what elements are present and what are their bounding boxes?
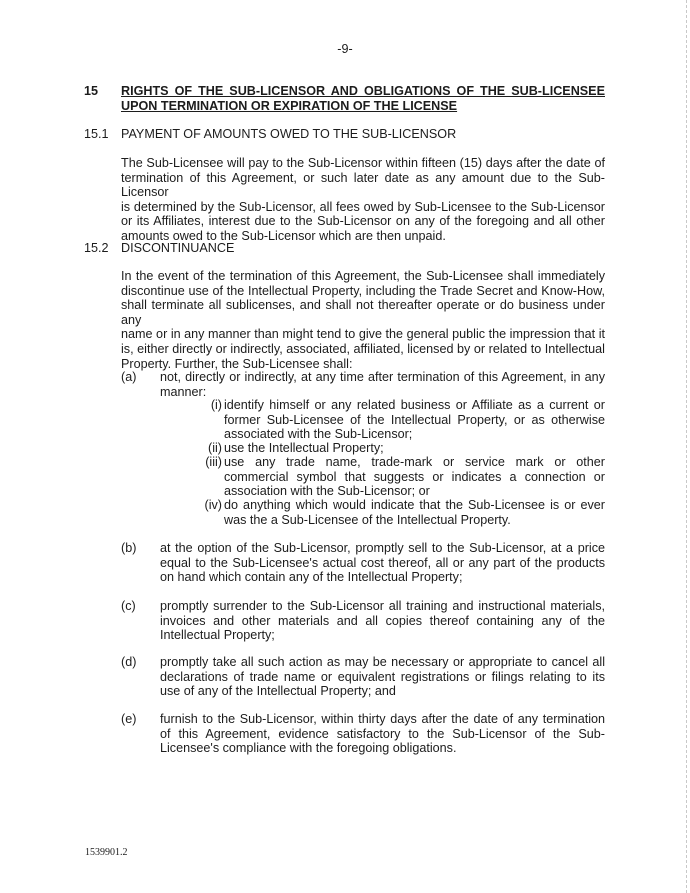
sublist-item-line: associated with the Sub-Licensor; [224, 427, 413, 442]
sublist-item-line: former Sub-Licensee of the Intellectual Property, or as otherwise [224, 412, 605, 427]
list-item-label: (e) [121, 712, 137, 726]
paragraph-line: amounts owed to the Sub-Licensor which are then unpaid. [121, 228, 446, 243]
list-item-label: (a) [121, 370, 137, 384]
sublist-item-line: use the Intellectual Property; [224, 441, 384, 455]
list-item-text [160, 712, 605, 756]
page-edge-line [685, 0, 687, 893]
list-item-text [160, 370, 605, 399]
paragraph-line: shall terminate all sublicenses, and shall not thereafter operate or do business under any [121, 298, 605, 327]
paragraph-line: In the event of the termination of this Agreement, the Sub-Licensee shall immediately [121, 269, 605, 283]
section-number: 15 [84, 84, 99, 98]
list-item-label: (b) [121, 541, 137, 555]
list-item-line: not, directly or indirectly, at any time after termination of this Agreement, in any [160, 370, 605, 384]
sublist-item-text [224, 498, 605, 527]
section-title-line: UPON TERMINATION OR EXPIRATION OF THE LICENSE [121, 98, 458, 113]
paragraph-discontinuance [121, 269, 605, 371]
paragraph-line: name or in any manner than might tend to give the general public the impression that it [121, 327, 605, 342]
list-item-text [160, 655, 605, 699]
sublist-item-line: association with the Sub-Licensor; or [224, 484, 430, 499]
list-item-line: invoices and other materials and all copies thereof containing any of the [160, 613, 605, 628]
sublist-item-label: (i) [210, 398, 222, 412]
list-item-line: promptly surrender to the Sub-Licensor all training and instructional materials, [160, 599, 605, 613]
list-item-text [160, 599, 605, 643]
paragraph-line: is determined by the Sub-Licensor, all fees owed by Sub-Licensee to the Sub-Licensor [121, 199, 605, 214]
sublist-item-line: use any trade name, trade-mark or service mark or other [224, 455, 605, 469]
list-item-line: Intellectual Property; [160, 628, 275, 643]
sublist-item-label: (iv) [204, 498, 222, 512]
list-item-line: furnish to the Sub-Licensor, within thirty days after the date of any termination [160, 712, 605, 726]
list-item-text [160, 541, 605, 585]
paragraph-line: is, either directly or indirectly, associated, affiliated, licensed by or related to Intellectual [121, 341, 605, 356]
list-item-label: (d) [121, 655, 137, 669]
list-item-line: at the option of the Sub-Licensor, promptly sell to the Sub-Licensor, at a price [160, 541, 605, 555]
list-item-line: promptly take all such action as may be necessary or appropriate to cancel all [160, 655, 605, 669]
subsection-number: 15.2 [84, 241, 109, 255]
page-number: -9- [337, 42, 353, 56]
paragraph-line: Property. Further, the Sub-Licensee shall: [121, 356, 353, 371]
list-item-line: declarations of trade name or equivalent registrations or filings relating to its [160, 669, 605, 684]
sublist-item-text [224, 455, 605, 499]
list-item-line: equal to the Sub-Licensee's actual cost thereof, all or any part of the products [160, 555, 605, 570]
subsection-title: DISCONTINUANCE [121, 241, 235, 255]
list-item-line: of this Agreement, evidence satisfactory to the Sub-Licensor of the Sub- [160, 726, 605, 741]
subsection-number: 15.1 [84, 127, 109, 141]
sublist-item-label: (iii) [205, 455, 222, 469]
subsection-title: PAYMENT OF AMOUNTS OWED TO THE SUB-LICENSOR [121, 127, 457, 141]
paragraph-line: or its Affiliates, interest due to the Sub-Licensor on any of the foregoing and all other [121, 214, 605, 229]
sublist-item-line: do anything which would indicate that the Sub-Licensee is or ever [224, 498, 605, 512]
sublist-item-line: was the a Sub-Licensee of the Intellectual Property. [224, 512, 511, 527]
list-item-line: on hand which contain any of the Intellectual Property; [160, 570, 463, 585]
list-item-line: use of any of the Intellectual Property; and [160, 684, 396, 699]
paragraph-line: The Sub-Licensee will pay to the Sub-Licensor within fifteen (15) days after the date of [121, 156, 605, 170]
sublist-item-text [224, 398, 605, 442]
document-id: 1539901.2 [85, 847, 128, 858]
section-title [121, 84, 605, 113]
sublist-item-label: (ii) [208, 441, 222, 455]
sublist-item-text [224, 441, 605, 456]
paragraph-payment [121, 156, 605, 244]
list-item-line: manner: [160, 384, 207, 399]
paragraph-line: termination of this Agreement, or such later date as any amount due to the Sub-Licensor [121, 170, 605, 200]
list-item-label: (c) [121, 599, 136, 613]
sublist-item-line: commercial symbol that suggests or indicates a connection or [224, 469, 605, 484]
list-item-line: Licensee's compliance with the foregoing obligations. [160, 741, 457, 756]
paragraph-line: discontinue use of the Intellectual Property, including the Trade Secret and Know-How, [121, 283, 605, 298]
sublist-item-line: identify himself or any related business or Affiliate as a current or [224, 398, 605, 412]
section-title-line: RIGHTS OF THE SUB-LICENSOR AND OBLIGATIONS OF THE SUB-LICENSEE [121, 84, 605, 98]
